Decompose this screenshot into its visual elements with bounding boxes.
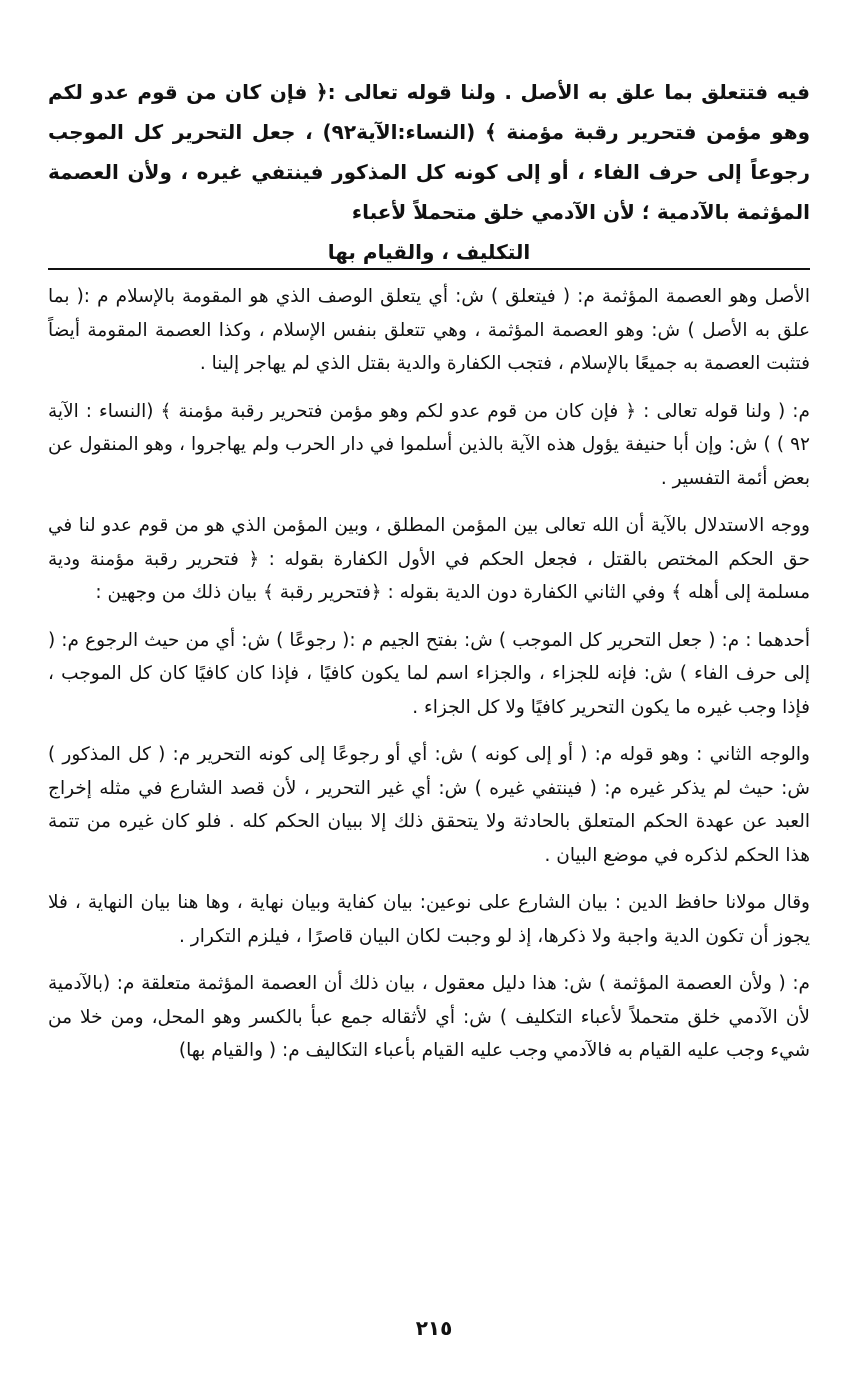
main-text-block <box>48 72 810 272</box>
commentary-paragraph: أحدهما : م: ( جعل التحرير كل الموجب ) ش: بفتح الجيم م :( رجوعًا ) ش: أي من حيث الرجوع م: ( إلى حرف الفاء ) ش: فإنه للجزاء ، والجزاء اسم لما يكون كافيًا ، فإذا كان كافيًا كان كل الموجب ، فإذا وجب غيره ما يكون التحرير كافيًا ولا كل الجزاء . <box>48 629 810 718</box>
commentary-paragraph: والوجه الثاني : وهو قوله م: ( أو إلى كونه ) ش: أي أو رجوعًا إلى كونه التحرير م: ( كل المذكور ) ش: حيث لم يذكر غيره م: ( فينتفي غيره ) ش: أي غير التحرير ، لأن قصد الشارع في مثله إخراج العبد عن عهدة الحكم المتعلق بالحادثة ولا يتحقق ذلك إلا ببيان الحكم كله . فلو كان غيره من تتمة هذا الحكم لذكره في موضع البيان . <box>48 744 810 866</box>
main-text: فيه فتتعلق بما علق به الأصل . ولنا قوله تعالى :﴿ فإن كان من قوم عدو لكم وهو مؤمن فتحرير رقبة مؤمنة ﴾ (النساء:الآية٩٢) ، جعل التحرير كل الموجب رجوعاً إلى حرف الفاء ، أو إلى كونه كل المذكور فينتفي غيره ، ولأن العصمة المؤثمة بالآدمية ؛ لأن الآدمي خلق متحملاً لأعباء <box>48 80 811 224</box>
commentary-paragraph: م: ( ولنا قوله تعالى : ﴿ فإن كان من قوم عدو لكم وهو مؤمن فتحرير رقبة مؤمنة ﴾ (النساء : الآية ٩٢ ) ) ش: وإن أبا حنيفة يؤول هذه الآية بالذين أسلموا في دار الحرب ولم يهاجروا ، وهو المنقول عن بعض أئمة التفسير . <box>48 400 810 489</box>
separator-rule <box>48 268 810 270</box>
main-text-last-line: التكليف ، والقيام بها <box>327 240 531 264</box>
commentary-paragraph: الأصل وهو العصمة المؤثمة م: ( فيتعلق ) ش: أي يتعلق الوصف الذي هو المقومة بالإسلام م :( بما علق به الأصل ) ش: وهو العصمة المؤثمة ، وهي تتعلق بنفس الإسلام ، وكذا العصمة المقومة أيضاً فتثبت العصمة به جميعًا بالإسلام ، فتجب الكفارة والدية بقتل الذي لم يهاجر إلينا . <box>48 286 810 374</box>
commentary-paragraph: ووجه الاستدلال بالآية أن الله تعالى بين المؤمن المطلق ، وبين المؤمن الذي هو من قوم عدو لنا في حق الحكم المختص بالقتل ، فجعل الحكم في الأول الكفارة بقوله : ﴿ فتحرير رقبة مؤمنة ودية مسلمة إلى أهله ﴾ وفي الثاني الكفارة دون الدية بقوله : ﴿فتحرير رقبة ﴾ بيان ذلك من وجهين : <box>48 515 810 603</box>
page-number: ٢١٥ <box>415 1316 453 1340</box>
commentary-paragraph: م: ( ولأن العصمة المؤثمة ) ش: هذا دليل معقول ، بيان ذلك أن العصمة المؤثمة متعلقة م: (بالآدمية لأن الآدمي خلق متحملاً لأعباء التكليف ) ش: أي لأثقاله جمع عبأ بالكسر وهو المحل، ومن خلا من شيء وجب عليه القيام به فالآدمي وجب عليه القيام بأعباء التكاليف م: ( والقيام بها) <box>48 973 810 1061</box>
commentary-block <box>48 280 810 1082</box>
commentary-paragraph: وقال مولانا حافظ الدين : بيان الشارع على نوعين: بيان كفاية وبيان نهاية ، وها هنا بيان النهاية ، فلا يجوز أن تكون الدية واجبة ولا ذكرها، إذ لو وجبت لكان البيان قاصرًا ، فيلزم التكرار . <box>48 892 810 947</box>
